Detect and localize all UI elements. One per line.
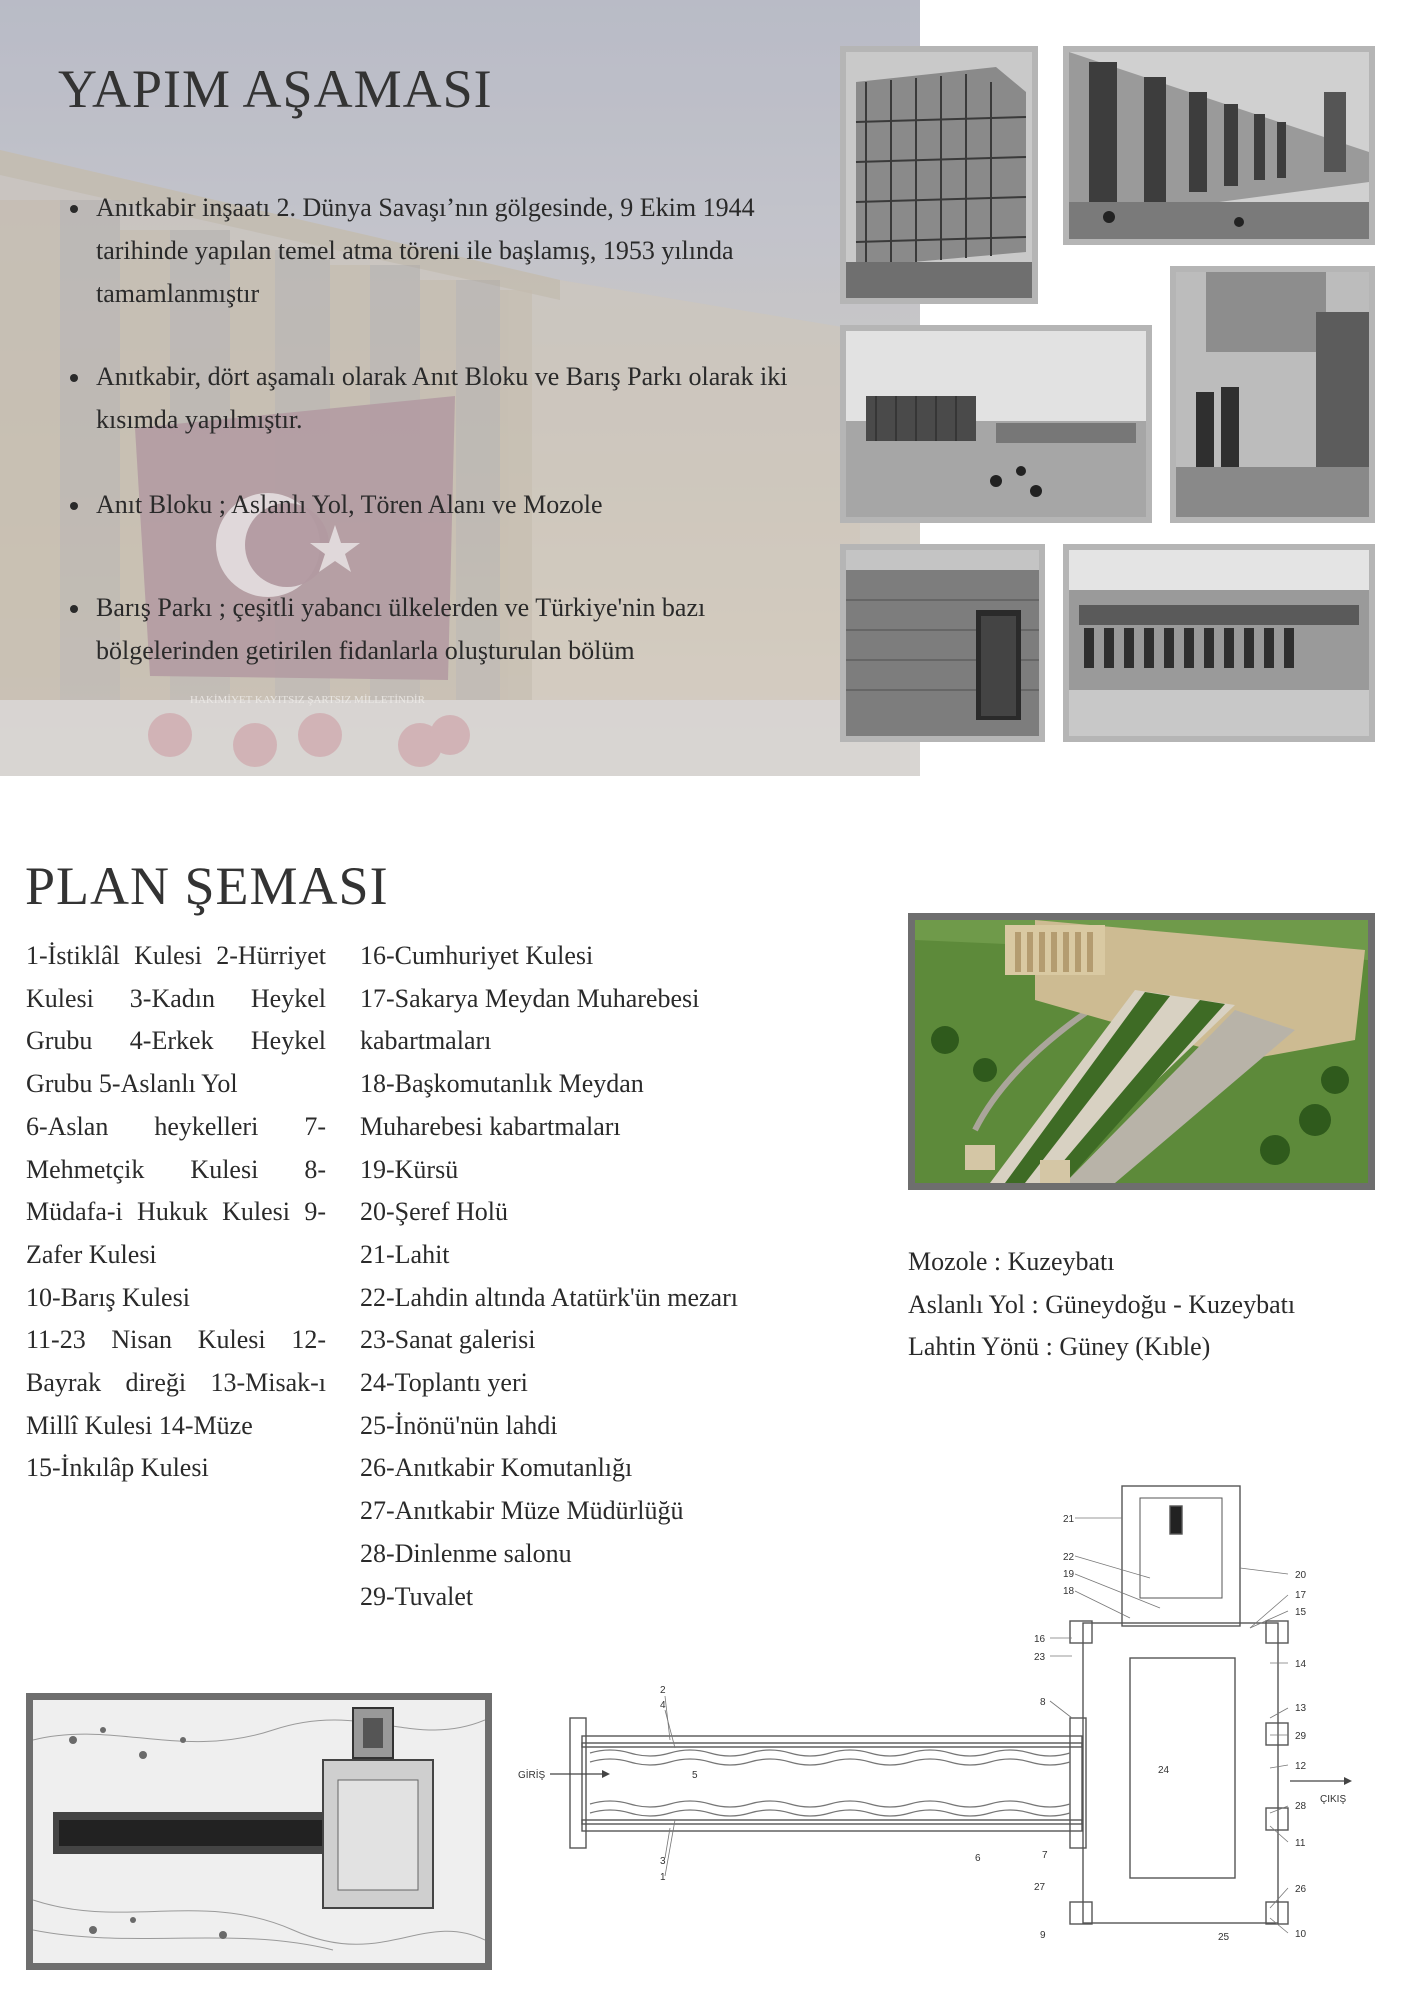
aerial-photo-anitkabir xyxy=(908,913,1375,1190)
bullet-item: • Barış Parkı ; çeşitli yabancı ülkelerden ve Türkiye'nin bazı bölgelerinden getirilen fidanlarla oluşturulan bölüm xyxy=(92,586,832,672)
diagram-number: 29 xyxy=(1295,1731,1307,1742)
legend-item: 29-Tuvalet xyxy=(360,1581,474,1611)
orientation-mausoleum: Mozole : Kuzeybatı xyxy=(908,1247,1115,1276)
diagram-number: 17 xyxy=(1295,1590,1307,1601)
diagram-number: 13 xyxy=(1295,1703,1307,1714)
diagram-number: 6 xyxy=(975,1853,981,1864)
construction-photo-scaffold-corner xyxy=(840,46,1038,304)
diagram-number: 5 xyxy=(692,1770,698,1781)
diagram-number: 26 xyxy=(1295,1884,1307,1895)
diagram-number: 3 xyxy=(660,1856,666,1867)
legend-item: 24-Toplantı yeri xyxy=(360,1368,528,1398)
section-title-plan: PLAN ŞEMASI xyxy=(25,856,389,916)
construction-photo-stone-door xyxy=(840,544,1045,742)
legend-item: 23-Sanat galerisi xyxy=(360,1325,536,1355)
legend-item: 27-Anıtkabir Müze Müdürlüğü xyxy=(360,1496,684,1526)
legend-item: 28-Dinlenme salonu xyxy=(360,1538,572,1568)
legend-item: 20-Şeref Holü xyxy=(360,1197,509,1227)
legend-paragraph: 10-Barış Kulesi xyxy=(26,1282,190,1312)
plan-legend-column-1 xyxy=(26,935,326,1490)
diagram-number: 12 xyxy=(1295,1761,1307,1772)
legend-item: 22-Lahdin altında Atatürk'ün mezarı xyxy=(360,1282,738,1312)
diagram-number: 14 xyxy=(1295,1659,1307,1670)
diagram-number: 9 xyxy=(1040,1930,1046,1941)
diagram-number: 18 xyxy=(1063,1586,1075,1597)
legend-item: 21-Lahit xyxy=(360,1239,450,1269)
legend-item: 18-Başkomutanlık Meydan Muharebesi kabartmaları xyxy=(360,1069,644,1141)
diagram-number: 22 xyxy=(1063,1552,1075,1563)
construction-photo-facade-open-field xyxy=(1063,544,1375,742)
site-map-drawing xyxy=(26,1693,492,1970)
diagram-number: 27 xyxy=(1034,1882,1046,1893)
legend-item: 19-Kürsü xyxy=(360,1154,459,1184)
orientation-info xyxy=(908,1241,1295,1369)
construction-photo-workers xyxy=(1170,266,1375,523)
diagram-number: 25 xyxy=(1218,1932,1230,1943)
diagram-number: 2 xyxy=(660,1685,666,1696)
entrance-label: GİRİŞ xyxy=(518,1770,546,1781)
diagram-number: 7 xyxy=(1042,1850,1048,1861)
bullet-item: • Anıt Bloku ; Aslanlı Yol, Tören Alanı ve Mozole xyxy=(92,483,832,526)
construction-photo-colonnade xyxy=(1063,46,1375,245)
diagram-number: 28 xyxy=(1295,1801,1307,1812)
background-inscription: HAKİMİYET KAYITSIZ ŞARTSIZ MİLLETİNDİR xyxy=(190,694,425,706)
diagram-number: 11 xyxy=(1295,1838,1306,1849)
diagram-number: 24 xyxy=(1158,1765,1170,1776)
legend-item: 26-Anıtkabir Komutanlığı xyxy=(360,1453,633,1483)
diagram-number: 20 xyxy=(1295,1570,1307,1581)
construction-hero xyxy=(0,0,920,776)
diagram-number: 4 xyxy=(660,1700,666,1711)
diagram-number: 1 xyxy=(660,1872,666,1883)
diagram-number: 15 xyxy=(1295,1607,1307,1618)
legend-paragraph: 6-Aslan heykelleri 7-Mehmetçik Kulesi 8-Müdafa-i Hukuk Kulesi 9-Zafer Kulesi xyxy=(26,1111,326,1269)
construction-bullet-list xyxy=(58,186,832,712)
diagram-number: 16 xyxy=(1034,1634,1046,1645)
diagram-number: 19 xyxy=(1063,1569,1075,1580)
anitkabir-plan-diagram xyxy=(510,1478,1370,1978)
legend-item: 16-Cumhuriyet Kulesi xyxy=(360,941,594,970)
bullet-item: • Anıtkabir, dört aşamalı olarak Anıt Bloku ve Barış Parkı olarak iki kısımda yapılmıştır. xyxy=(92,355,832,441)
orientation-tomb-direction: Lahtin Yönü : Güney (Kıble) xyxy=(908,1332,1211,1362)
diagram-number: 10 xyxy=(1295,1929,1307,1940)
orientation-lion-road: Aslanlı Yol : Güneydoğu - Kuzeybatı xyxy=(908,1289,1296,1319)
diagram-number: 21 xyxy=(1063,1514,1075,1525)
legend-paragraph: 1-İstiklâl Kulesi 2-Hürriyet Kulesi 3-Kadın Heykel Grubu 4-Erkek Heykel Grubu 5-Aslanlı Yol xyxy=(26,941,326,1099)
section-title-construction: YAPIM AŞAMASI xyxy=(58,59,493,119)
diagram-number: 23 xyxy=(1034,1652,1046,1663)
legend-paragraph: 15-İnkılâp Kulesi xyxy=(26,1453,209,1483)
legend-paragraph: 11-23 Nisan Kulesi 12-Bayrak direği 13-Misak-ı Millî Kulesi 14-Müze xyxy=(26,1325,326,1440)
construction-photo-site-wide xyxy=(840,325,1152,523)
diagram-number: 8 xyxy=(1040,1697,1046,1708)
bullet-item: • Anıtkabir inşaatı 2. Dünya Savaşı’nın gölgesinde, 9 Ekim 1944 tarihinde yapılan temel atma töreni ile başlamış, 1953 yılında tamamlanmıştır xyxy=(92,186,832,315)
exit-label: ÇIKIŞ xyxy=(1320,1794,1347,1805)
legend-item: 25-İnönü'nün lahdi xyxy=(360,1410,558,1440)
legend-item: 17-Sakarya Meydan Muharebesi kabartmaları xyxy=(360,983,700,1056)
